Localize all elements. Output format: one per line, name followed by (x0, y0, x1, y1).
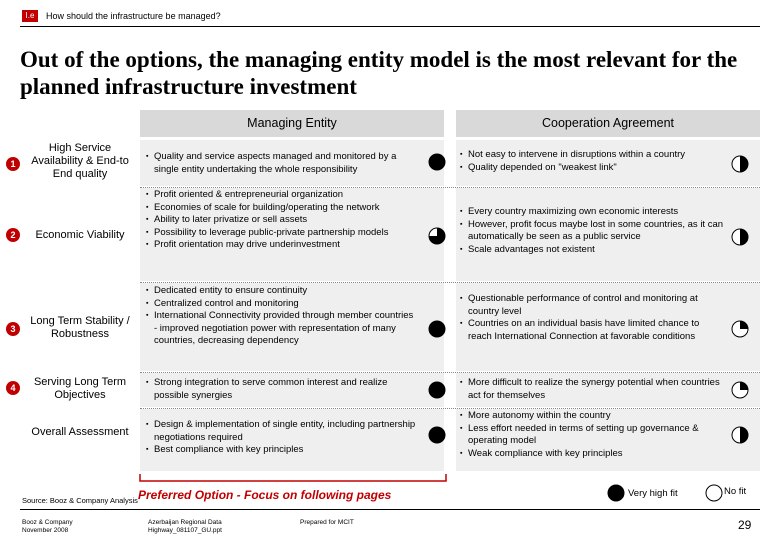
page-number: 29 (738, 518, 752, 532)
managing-points (146, 189, 418, 252)
bullet-point: ▪ International Connectivity provided through member countries - improved negotiation power with representation of many countries, decreasing dependency (146, 310, 418, 348)
row-divider (140, 282, 760, 283)
legend-high-fit-label: Very high fit (628, 488, 678, 499)
section-tag: I.e (22, 10, 38, 22)
harvey-ball-icon (731, 228, 749, 246)
harvey-ball-icon (428, 320, 446, 338)
footer-divider (20, 509, 760, 510)
column-gap (444, 140, 456, 471)
bullet-point: ▪ Centralized control and monitoring (146, 298, 418, 311)
managing-points (146, 285, 418, 348)
legend-full-circle-icon (607, 484, 625, 502)
criterion-label: Long Term Stability / Robustness (30, 315, 130, 340)
cooperation-points (460, 410, 725, 460)
bullet-point: ▪ Best compliance with key principles (146, 444, 418, 457)
footer-company (22, 519, 73, 535)
row-divider (140, 408, 760, 409)
row-number-badge: 4 (6, 381, 20, 395)
criterion-label: High Service Availability & End-to End quality (31, 142, 129, 180)
harvey-ball-icon (731, 320, 749, 338)
column-header-cooperation: Cooperation Agreement (456, 110, 760, 137)
bullet-point: ▪ Design & implementation of single entity, including partnership negotiations required (146, 419, 418, 444)
bullet-point: ▪ More difficult to realize the synergy potential when countries act for themselves (460, 377, 725, 402)
page-title: Out of the options, the managing entity model is the most relevant for the planned infrastructure investment (20, 47, 738, 99)
bullet-point: ▪ Less effort needed in terms of setting up governance & operating model (460, 423, 725, 448)
managing-points (146, 377, 418, 402)
footer-project (148, 519, 222, 535)
harvey-ball-icon (428, 426, 446, 444)
footer-date: November 2008 (22, 527, 69, 534)
source-note: Source: Booz & Company Analysis (22, 496, 138, 505)
cooperation-points (460, 377, 725, 402)
footer-company-name: Booz & Company (22, 519, 73, 526)
bullet-point: ▪ Profit orientation may drive underinvestment (146, 239, 418, 252)
bullet-point: ▪ Weak compliance with key principles (460, 448, 725, 461)
bullet-point: ▪ Possibility to leverage public-private partnership models (146, 227, 418, 240)
bullet-point: ▪ Countries on an individual basis have limited chance to reach International Connection at favorable conditions (460, 318, 725, 343)
harvey-ball-icon (731, 155, 749, 173)
row-number-badge: 3 (6, 322, 20, 336)
bullet-point: ▪ Scale advantages not existent (460, 244, 725, 257)
footer-prepared-for: Prepared for MCIT (300, 519, 354, 526)
harvey-ball-icon (428, 227, 446, 245)
bullet-point: ▪ Strong integration to serve common interest and realize possible synergies (146, 377, 418, 402)
legend-no-fit-label: No fit (724, 486, 747, 497)
row-divider (140, 372, 760, 373)
preferred-option-label: Preferred Option - Focus on following pages (138, 488, 392, 502)
row-divider (140, 187, 760, 188)
bullet-point: ▪ Ability to later privatize or sell assets (146, 214, 418, 227)
row-number-badge: 1 (6, 157, 20, 171)
cooperation-points (460, 293, 725, 343)
bullet-point: ▪ Quality depended on "weakest link" (460, 162, 725, 175)
preferred-option-bracket (138, 473, 450, 487)
footer-project-name: Azerbaijan Regional Data (148, 519, 222, 526)
header-divider (20, 26, 760, 27)
harvey-ball-icon (428, 153, 446, 171)
criterion-label: Serving Long Term Objectives (33, 376, 127, 401)
cooperation-points (460, 149, 725, 174)
bullet-point: ▪ Every country maximizing own economic interests (460, 206, 725, 219)
column-header-managing: Managing Entity (140, 110, 444, 137)
managing-points (146, 151, 416, 176)
bullet-point: ▪ Dedicated entity to ensure continuity (146, 285, 418, 298)
bullet-point: ▪ However, profit focus maybe lost in some countries, as it can automatically be seen as a public service (460, 219, 725, 244)
bullet-point: ▪ Profit oriented & entrepreneurial organization (146, 189, 418, 202)
criterion-label: Economic Viability (35, 229, 125, 241)
harvey-ball-icon (731, 426, 749, 444)
harvey-ball-icon (428, 381, 446, 399)
bullet-point: ▪ Not easy to intervene in disruptions within a country (460, 149, 725, 162)
footer-file-name: Highway_081107_GU.ppt (148, 527, 222, 534)
bullet-point: ▪ Questionable performance of control and monitoring at country level (460, 293, 725, 318)
managing-points (146, 419, 418, 457)
row-number-badge: 2 (6, 228, 20, 242)
section-question: How should the infrastructure be managed? (46, 11, 221, 21)
harvey-ball-icon (731, 381, 749, 399)
overall-assessment-label: Overall Assessment (31, 426, 129, 438)
bullet-point: ▪ Economies of scale for building/operating the network (146, 202, 418, 215)
cooperation-points (460, 206, 725, 256)
bullet-point: ▪ More autonomy within the country (460, 410, 725, 423)
legend-empty-circle-icon (705, 484, 723, 502)
bullet-point: ▪ Quality and service aspects managed and monitored by a single entity undertaking the whole responsibility (146, 151, 416, 176)
